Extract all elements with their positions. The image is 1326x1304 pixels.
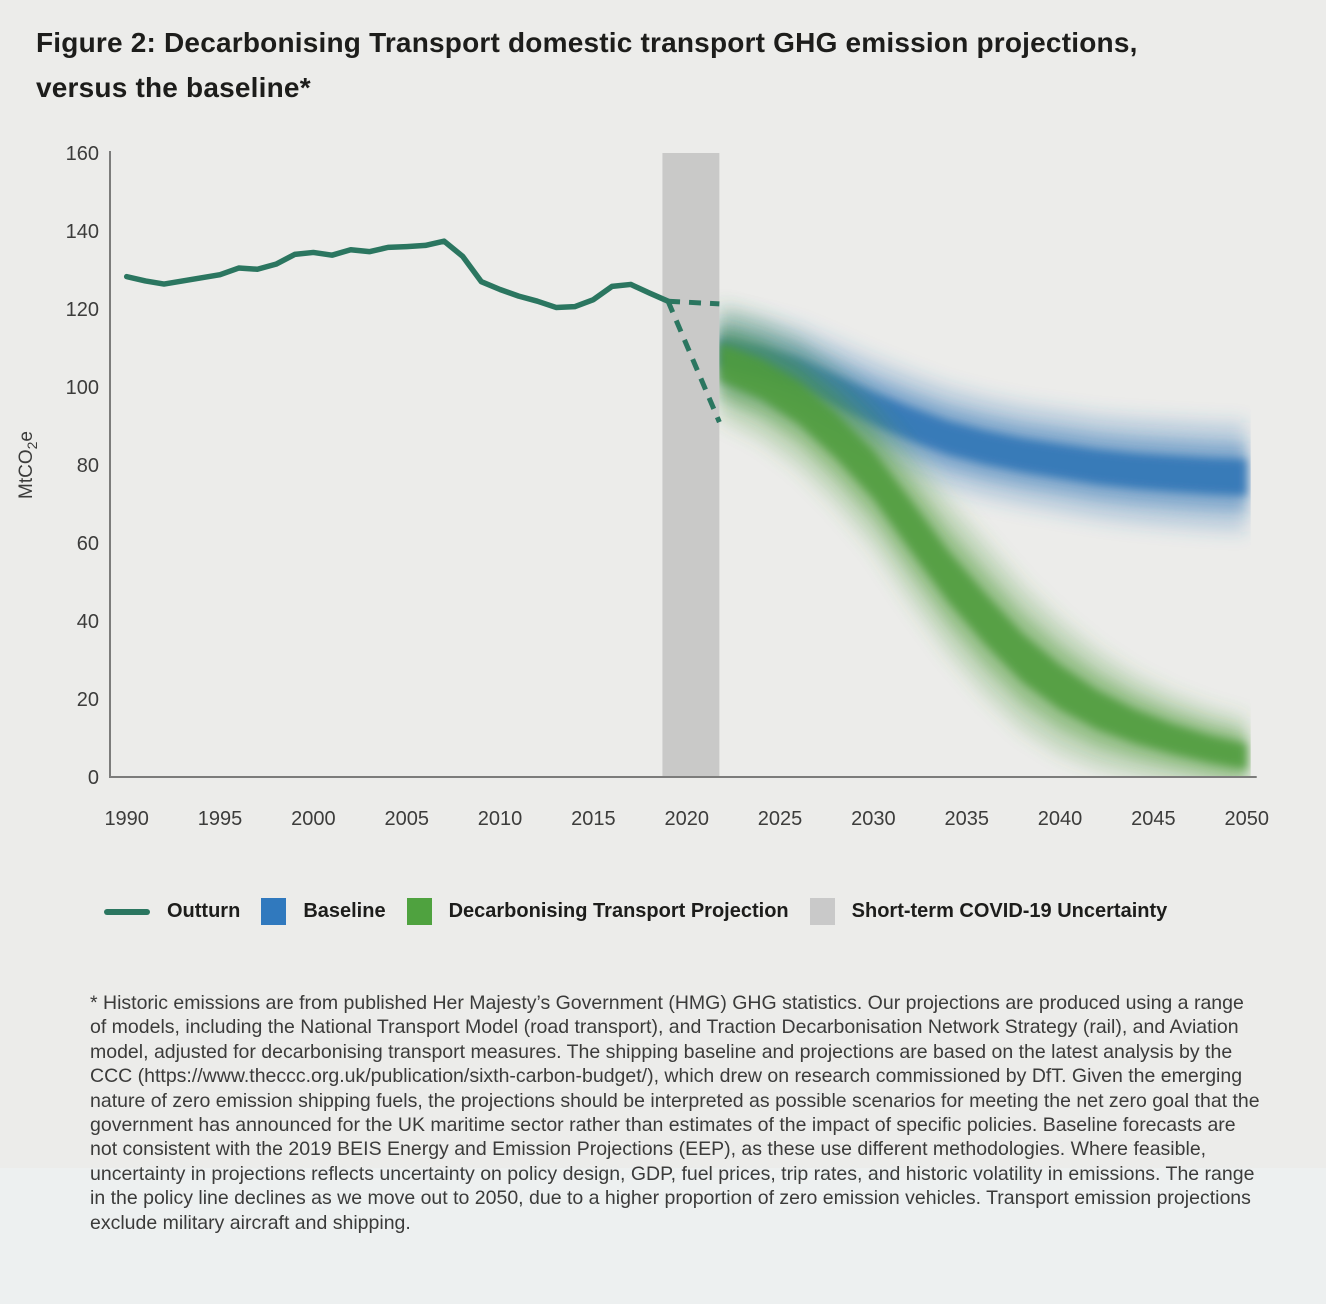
legend-item-outturn xyxy=(104,900,240,923)
chart-legend xyxy=(104,898,1167,925)
y-tick-label: 80 xyxy=(76,455,99,477)
x-tick-label: 2015 xyxy=(571,808,616,830)
figure-title-line2: versus the baseline* xyxy=(36,72,311,103)
outturn-line-swatch-icon xyxy=(104,909,150,915)
y-tick-label: 20 xyxy=(76,689,99,711)
x-tick-label: 2025 xyxy=(757,808,803,830)
covid-uncertainty-band xyxy=(662,153,719,777)
legend-item-baseline xyxy=(261,898,385,925)
y-tick-label: 140 xyxy=(65,221,99,243)
x-tick-label: 2020 xyxy=(664,808,709,830)
figure-footnote: * Historic emissions are from published Her Majesty’s Government (HMG) GHG statistics. Our projections are produced using a range of models, including the National Transport Model (road transport), and Traction Decarbonisation Network Strategy (rail), and Aviation model, adjusted for decarbonising transport measures. The shipping baseline and projections are based on the latest analysis by the CCC (https://www.theccc.org.uk/publication/sixth-carbon-budget/), which drew on research commissioned by DfT. Given the emerging nature of zero emission shipping fuels, the projections should be interpreted as possible scenarios for meeting the net zero goal that the government has announced for the UK maritime sector rather than estimates of the impact of specific policies. Baseline forecasts are not consistent with the 2019 BEIS Energy and Emission Projections (EEP), as these use different methodologies. Where feasible, uncertainty in projections reflects uncertainty on policy design, GDP, fuel prices, trip rates, and historic volatility in emissions. The range in the policy line declines as we move out to 2050, due to a higher proportion of zero emission vehicles. Transport emission projections exclude military aircraft and shipping. xyxy=(90,992,1260,1234)
dashed-line xyxy=(668,301,719,304)
x-tick-label: 2050 xyxy=(1224,808,1269,830)
x-tick-label: 1995 xyxy=(197,808,243,830)
legend-label-projection: Decarbonising Transport Projection xyxy=(448,900,789,922)
baseline-swatch-icon xyxy=(261,898,286,925)
legend-label-covid-uncertainty: Short-term COVID-19 Uncertainty xyxy=(851,900,1168,922)
legend-item-covid-uncertainty xyxy=(810,898,1168,925)
outturn-line xyxy=(127,241,668,307)
x-tick-label: 1990 xyxy=(104,808,149,830)
y-tick-label: 0 xyxy=(87,767,99,789)
covid-uncertainty-swatch-icon xyxy=(810,898,835,925)
y-tick-label: 120 xyxy=(65,299,99,321)
x-tick-label: 2000 xyxy=(291,808,336,830)
y-tick-label: 40 xyxy=(76,611,99,633)
x-tick-label: 2045 xyxy=(1131,808,1176,830)
y-axis-label: MtCO$_2$e xyxy=(16,431,40,499)
figure-title-line1: Figure 2: Decarbonising Transport domestic transport GHG emission projections, xyxy=(36,27,1138,58)
x-tick-label: 2030 xyxy=(851,808,896,830)
projection-swatch-icon xyxy=(407,898,432,925)
y-tick-label: 160 xyxy=(65,143,99,165)
x-tick-label: 2035 xyxy=(944,808,989,830)
x-tick-label: 2010 xyxy=(477,808,523,830)
y-tick-label: 100 xyxy=(65,377,99,399)
x-tick-label: 2040 xyxy=(1037,808,1083,830)
y-tick-label: 60 xyxy=(76,533,99,555)
x-tick-label: 2005 xyxy=(384,808,429,830)
legend-label-outturn: Outturn xyxy=(167,900,241,922)
legend-label-baseline: Baseline xyxy=(303,900,386,922)
legend-item-projection xyxy=(407,898,789,925)
band-decarbonising-transport-projection xyxy=(719,305,1246,795)
